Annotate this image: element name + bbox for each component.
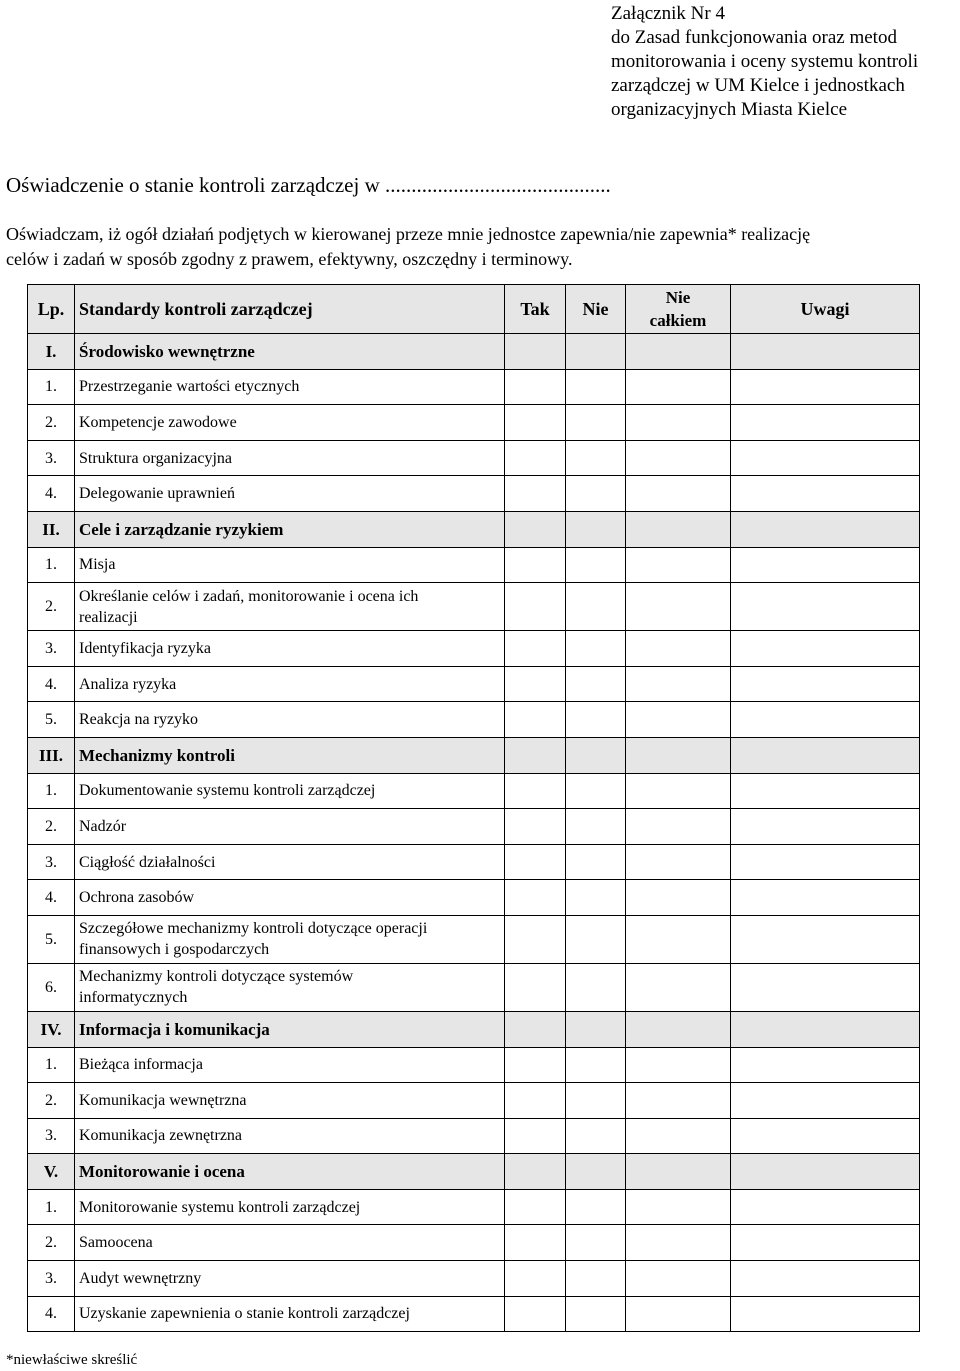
nie-calkiem-cell[interactable] [626,809,731,845]
table-row [28,666,920,702]
section-title: Cele i zarządzanie ryzykiem [75,511,505,547]
tak-cell[interactable] [505,1047,566,1083]
table-row [28,1083,920,1119]
standard-name: Uzyskanie zapewnienia o stanie kontroli zarządczej [75,1296,505,1332]
standard-name: Nadzór [75,809,505,845]
uwagi-cell[interactable] [731,631,920,667]
declaration-line: Oświadczam, iż ogół działań podjętych w kierowanej przeze mnie jednostce zapewnia/nie zapewnia* realizację [6,224,811,244]
nie-calkiem-cell [626,1011,731,1047]
nie-cell[interactable] [566,880,626,916]
table-section-row [28,737,920,773]
uwagi-cell[interactable] [731,1296,920,1332]
nie-calkiem-cell [626,1154,731,1190]
nie-calkiem-cell[interactable] [626,915,731,963]
row-number: 3. [28,844,75,880]
uwagi-cell[interactable] [731,369,920,405]
uwagi-cell[interactable] [731,1225,920,1261]
tak-cell[interactable] [505,369,566,405]
footnote: *niewłaściwe skreślić [6,1352,138,1368]
nie-cell[interactable] [566,1296,626,1332]
standard-name: Reakcja na ryzyko [75,702,505,738]
nie-calkiem-cell[interactable] [626,702,731,738]
nie-cell[interactable] [566,809,626,845]
table-row [28,1118,920,1154]
nie-calkiem-cell[interactable] [626,405,731,441]
nie-calkiem-cell[interactable] [626,1261,731,1297]
standard-name [75,583,505,631]
tak-cell[interactable] [505,476,566,512]
uwagi-cell[interactable] [731,440,920,476]
tak-cell [505,737,566,773]
section-title: Monitorowanie i ocena [75,1154,505,1190]
tak-cell[interactable] [505,1118,566,1154]
standard-name: Audyt wewnętrzny [75,1261,505,1297]
nie-cell [566,511,626,547]
tak-cell [505,334,566,370]
nie-cell[interactable] [566,702,626,738]
standard-name [75,915,505,963]
nie-cell[interactable] [566,1225,626,1261]
annex-line: zarządczej w UM Kielce i jednostkach [611,75,905,96]
row-number: 4. [28,880,75,916]
nie-calkiem-cell[interactable] [626,1189,731,1225]
nie-cell [566,737,626,773]
row-number: 1. [28,1047,75,1083]
row-number: 4. [28,666,75,702]
standard-name-line1: Szczegółowe mechanizmy kontroli dotyczące operacji [79,920,428,938]
row-number: 2. [28,1083,75,1119]
annex-line: do Zasad funkcjonowania oraz metod [611,27,897,48]
uwagi-cell[interactable] [731,1261,920,1297]
tak-cell [505,511,566,547]
tak-cell[interactable] [505,963,566,1011]
header-uwagi: Uwagi [731,285,920,334]
uwagi-cell[interactable] [731,666,920,702]
nie-cell[interactable] [566,631,626,667]
table-row [28,369,920,405]
tak-cell[interactable] [505,547,566,583]
row-number: 3. [28,1261,75,1297]
uwagi-cell[interactable] [731,844,920,880]
tak-cell[interactable] [505,583,566,631]
standard-name: Dokumentowanie systemu kontroli zarządczej [75,773,505,809]
standard-name [75,963,505,1011]
nie-cell[interactable] [566,583,626,631]
nie-calkiem-cell [626,511,731,547]
nie-cell[interactable] [566,1261,626,1297]
nie-calkiem-cell[interactable] [626,547,731,583]
standard-name: Ochrona zasobów [75,880,505,916]
tak-cell [505,1011,566,1047]
row-number: I. [28,334,75,370]
table-row [28,440,920,476]
section-title: Środowisko wewnętrzne [75,334,505,370]
nie-cell[interactable] [566,963,626,1011]
uwagi-cell[interactable] [731,583,920,631]
table-section-row [28,1011,920,1047]
nie-cell[interactable] [566,405,626,441]
standard-name-line2: realizacji [79,608,138,626]
annex-line: monitorowania i oceny systemu kontroli [611,51,919,72]
nie-calkiem-cell [626,334,731,370]
nie-cell[interactable] [566,666,626,702]
standard-name: Identyfikacja ryzyka [75,631,505,667]
nie-calkiem-cell[interactable] [626,880,731,916]
table-row [28,844,920,880]
nie-calkiem-cell[interactable] [626,1296,731,1332]
row-number: 2. [28,405,75,441]
header-nie-calkiem-line2: całkiem [649,311,707,330]
tak-cell[interactable] [505,1083,566,1119]
row-number: III. [28,737,75,773]
annex-line: organizacyjnych Miasta Kielce [611,99,847,120]
uwagi-cell[interactable] [731,1047,920,1083]
table-row [28,963,920,1011]
standard-name: Komunikacja zewnętrzna [75,1118,505,1154]
standard-name: Monitorowanie systemu kontroli zarządczej [75,1189,505,1225]
tak-cell[interactable] [505,666,566,702]
row-number: 2. [28,1225,75,1261]
table-row [28,405,920,441]
document-title: Oświadczenie o stanie kontroli zarządczej w ........................................... [6,173,611,197]
table-row [28,1261,920,1297]
standard-name: Struktura organizacyjna [75,440,505,476]
header-tak: Tak [505,285,566,334]
nie-calkiem-cell[interactable] [626,440,731,476]
nie-cell[interactable] [566,1118,626,1154]
row-number: 1. [28,547,75,583]
row-number: 1. [28,369,75,405]
uwagi-cell [731,334,920,370]
declaration-line: celów i zadań w sposób zgodny z prawem, efektywny, oszczędny i terminowy. [6,249,573,269]
row-number: 2. [28,809,75,845]
table-row [28,1047,920,1083]
row-number: 1. [28,1189,75,1225]
nie-calkiem-cell[interactable] [626,369,731,405]
tak-cell[interactable] [505,440,566,476]
row-number: 2. [28,583,75,631]
nie-cell[interactable] [566,1047,626,1083]
tak-cell[interactable] [505,844,566,880]
tak-cell[interactable] [505,1225,566,1261]
uwagi-cell[interactable] [731,1083,920,1119]
nie-cell[interactable] [566,440,626,476]
section-title: Mechanizmy kontroli [75,737,505,773]
tak-cell[interactable] [505,1261,566,1297]
row-number: 3. [28,631,75,667]
row-number: 5. [28,702,75,738]
uwagi-cell[interactable] [731,702,920,738]
standard-name: Komunikacja wewnętrzna [75,1083,505,1119]
tak-cell[interactable] [505,915,566,963]
nie-calkiem-cell[interactable] [626,963,731,1011]
nie-cell[interactable] [566,844,626,880]
nie-calkiem-cell [626,737,731,773]
table-row [28,631,920,667]
table-section-row [28,1154,920,1190]
uwagi-cell [731,511,920,547]
row-number: 6. [28,963,75,1011]
standard-name: Przestrzeganie wartości etycznych [75,369,505,405]
row-number: 3. [28,1118,75,1154]
section-title: Informacja i komunikacja [75,1011,505,1047]
tak-cell[interactable] [505,809,566,845]
uwagi-cell[interactable] [731,547,920,583]
standard-name: Bieżąca informacja [75,1047,505,1083]
annex-line: Załącznik Nr 4 [611,3,725,24]
nie-calkiem-cell[interactable] [626,773,731,809]
tak-cell[interactable] [505,1189,566,1225]
row-number: V. [28,1154,75,1190]
standard-name: Analiza ryzyka [75,666,505,702]
nie-calkiem-cell[interactable] [626,844,731,880]
tak-cell[interactable] [505,880,566,916]
nie-cell [566,334,626,370]
row-number: 5. [28,915,75,963]
table-row [28,1189,920,1225]
table-row [28,476,920,512]
nie-cell[interactable] [566,1083,626,1119]
uwagi-cell[interactable] [731,476,920,512]
table-row [28,583,920,631]
standard-name-line2: informatycznych [79,989,188,1007]
nie-calkiem-cell[interactable] [626,1083,731,1119]
row-number: II. [28,511,75,547]
tak-cell[interactable] [505,631,566,667]
nie-calkiem-cell[interactable] [626,666,731,702]
uwagi-cell[interactable] [731,809,920,845]
standard-name-line2: finansowych i gospodarczych [79,941,270,959]
tak-cell[interactable] [505,405,566,441]
uwagi-cell[interactable] [731,880,920,916]
nie-cell[interactable] [566,547,626,583]
nie-cell [566,1011,626,1047]
nie-calkiem-cell[interactable] [626,1225,731,1261]
standard-name-line1: Mechanizmy kontroli dotyczące systemów [79,968,354,986]
row-number: IV. [28,1011,75,1047]
uwagi-cell [731,737,920,773]
row-number: 1. [28,773,75,809]
standard-name-line1: Określanie celów i zadań, monitorowanie i ocena ich [79,587,419,605]
nie-cell[interactable] [566,1189,626,1225]
table-row [28,880,920,916]
nie-calkiem-cell[interactable] [626,583,731,631]
declaration-paragraph [6,222,960,272]
tak-cell [505,1154,566,1190]
uwagi-cell[interactable] [731,405,920,441]
header-nie-calkiem [626,285,731,334]
table-row [28,702,920,738]
header-lp: Lp. [28,285,75,334]
header-nie-calkiem-line1: Nie [665,288,691,307]
header-nie: Nie [566,285,626,334]
uwagi-cell[interactable] [731,915,920,963]
table-row [28,809,920,845]
standard-name: Samoocena [75,1225,505,1261]
nie-cell[interactable] [566,369,626,405]
table-row [28,1296,920,1332]
nie-cell[interactable] [566,773,626,809]
row-number: 3. [28,440,75,476]
nie-cell [566,1154,626,1190]
tak-cell[interactable] [505,773,566,809]
standard-name: Delegowanie uprawnień [75,476,505,512]
annex-header [611,2,956,122]
standard-name: Misja [75,547,505,583]
table-header-row [28,285,920,334]
tak-cell[interactable] [505,1296,566,1332]
nie-cell[interactable] [566,476,626,512]
uwagi-cell[interactable] [731,963,920,1011]
table-row [28,547,920,583]
nie-calkiem-cell[interactable] [626,1118,731,1154]
nie-cell[interactable] [566,915,626,963]
row-number: 4. [28,1296,75,1332]
table-section-row [28,334,920,370]
uwagi-cell [731,1154,920,1190]
standards-table [27,284,920,1332]
uwagi-cell[interactable] [731,1118,920,1154]
nie-calkiem-cell[interactable] [626,476,731,512]
nie-calkiem-cell[interactable] [626,1047,731,1083]
table-row [28,1225,920,1261]
standard-name: Ciągłość działalności [75,844,505,880]
standard-name: Kompetencje zawodowe [75,405,505,441]
nie-calkiem-cell[interactable] [626,631,731,667]
table-row [28,773,920,809]
uwagi-cell [731,1011,920,1047]
table-row [28,915,920,963]
uwagi-cell[interactable] [731,1189,920,1225]
tak-cell[interactable] [505,702,566,738]
uwagi-cell[interactable] [731,773,920,809]
row-number: 4. [28,476,75,512]
table-section-row [28,511,920,547]
header-standard: Standardy kontroli zarządczej [75,285,505,334]
